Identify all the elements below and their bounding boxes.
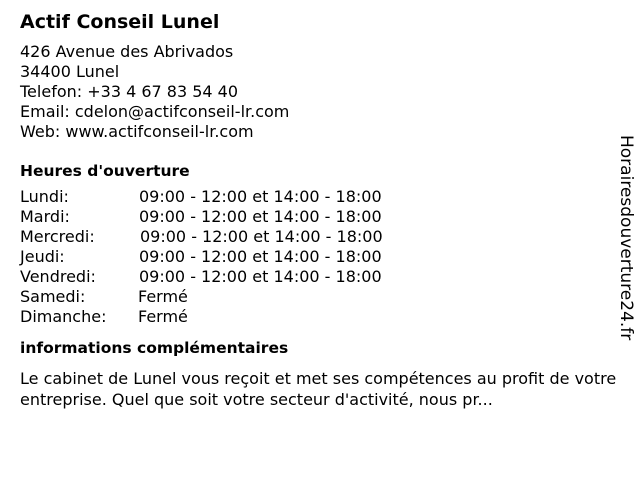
hours-value: Fermé xyxy=(138,287,188,306)
hours-row-sunday xyxy=(20,307,610,327)
hours-row-saturday xyxy=(20,287,610,307)
day-label: Mercredi: xyxy=(20,227,95,246)
hours-value: 09:00 - 12:00 et 14:00 - 18:00 xyxy=(139,267,382,286)
day-label: Lundi: xyxy=(20,187,69,206)
business-card xyxy=(20,10,617,410)
address-city: 34400 Lunel xyxy=(20,62,120,81)
hours-value: 09:00 - 12:00 et 14:00 - 18:00 xyxy=(139,187,382,206)
email-address: Email: cdelon@actifconseil-lr.com xyxy=(20,102,290,121)
day-label: Jeudi: xyxy=(20,247,65,266)
hours-value: 09:00 - 12:00 et 14:00 - 18:00 xyxy=(139,247,382,266)
website: Web: www.actifconseil-lr.com xyxy=(20,122,254,141)
site-watermark: Horairesdouverture24.fr xyxy=(616,135,636,341)
phone-number: Telefon: +33 4 67 83 54 40 xyxy=(20,82,239,101)
address-street: 426 Avenue des Abrivados xyxy=(20,42,234,61)
day-label: Dimanche: xyxy=(20,307,107,326)
opening-hours-heading: Heures d'ouverture xyxy=(20,162,190,180)
additional-info-text: Le cabinet de Lunel vous reçoit et met ses compétences au profit de votre entreprise. Quel que soit votre secteur d'activité, nous pr... xyxy=(20,369,617,409)
business-name: Actif Conseil Lunel xyxy=(20,11,220,33)
hours-value: 09:00 - 12:00 et 14:00 - 18:00 xyxy=(139,207,382,226)
hours-value: 09:00 - 12:00 et 14:00 - 18:00 xyxy=(140,227,383,246)
hours-row-tuesday xyxy=(20,207,610,227)
day-label: Samedi: xyxy=(20,287,86,306)
contact-block xyxy=(20,42,610,142)
hours-value: Fermé xyxy=(138,307,188,326)
hours-row-monday xyxy=(20,187,610,207)
opening-hours-table xyxy=(20,187,610,327)
hours-row-thursday xyxy=(20,247,610,267)
hours-row-friday xyxy=(20,267,610,287)
additional-info-heading: informations complémentaires xyxy=(20,339,289,357)
hours-row-wednesday xyxy=(20,227,610,247)
day-label: Vendredi: xyxy=(20,267,96,286)
day-label: Mardi: xyxy=(20,207,70,226)
